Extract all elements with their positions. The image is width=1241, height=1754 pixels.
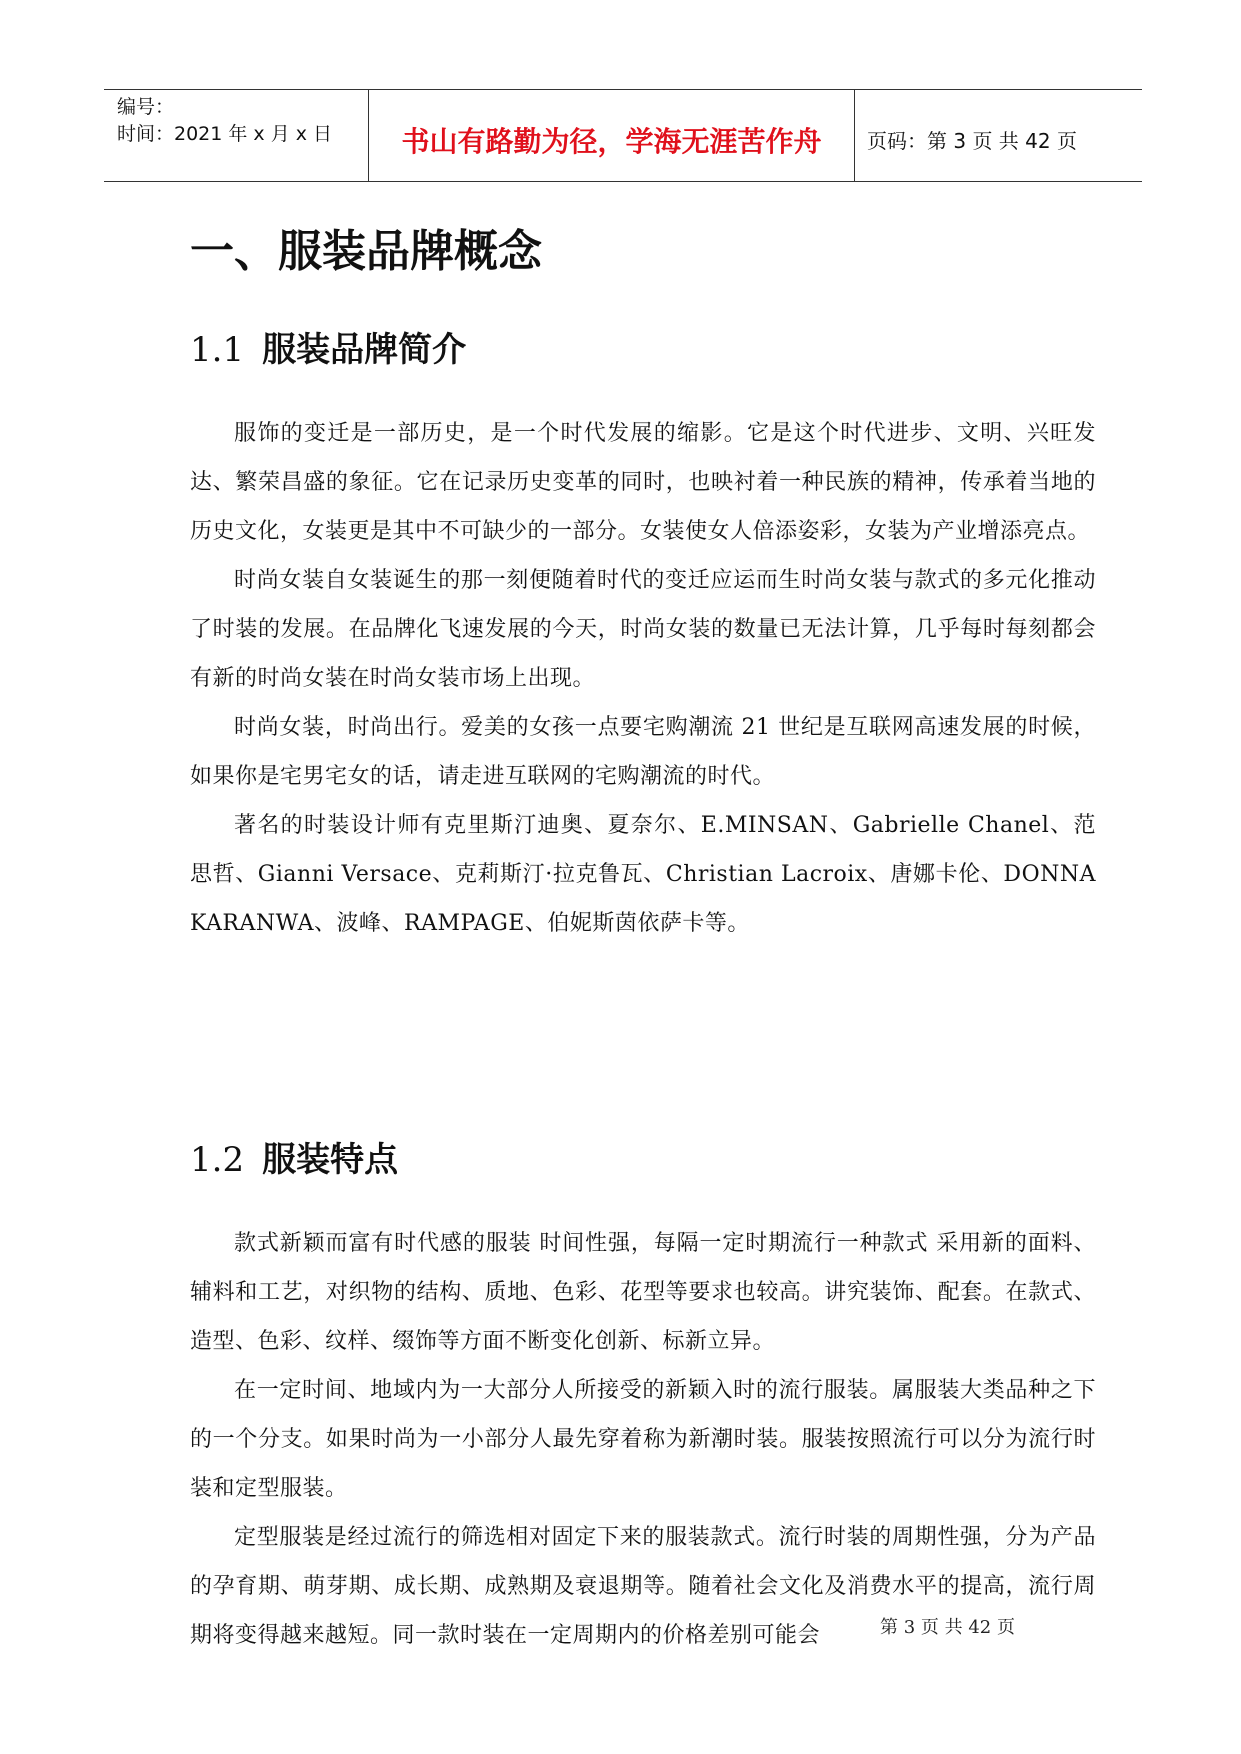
section-number: 1.2 [190,1140,245,1180]
section-title: 服装品牌简介 [262,330,467,370]
paragraph: 款式新颖而富有时代感的服装 时间性强，每隔一定时期流行一种款式 采用新的面料、辅料和工艺，对织物的结构、质地、色彩、花型等要求也较高。讲究装饰、配套。在款式、造型、色彩、纹样、缀饰等方面不断变化创新、标新立异。 [190,1231,1096,1354]
header-page-cell [855,90,1142,181]
page-footer: 第 3 页 共 42 页 [880,1617,1015,1638]
section-heading [190,322,466,371]
paragraph: 时尚女装自女装诞生的那一刻便随着时代的变迁应运而生时尚女装与款式的多元化推动了时装的发展。在品牌化飞速发展的今天，时尚女装的数量已无法计算，几乎每时每刻都会有新的时尚女装在时尚女装市场上出现。 [190,568,1096,691]
header-motto-cell [369,90,855,181]
chapter-title: 一、服装品牌概念 [190,226,542,277]
section-body [190,1219,1096,1660]
document-time-label: 时间：2021 年 x 月 x 日 [117,123,333,145]
paragraph: 定型服装是经过流行的筛选相对固定下来的服装款式。流行时装的周期性强，分为产品的孕育期、萌芽期、成长期、成熟期及衰退期等。随着社会文化及消费水平的提高，流行周期将变得越来越短。同一款时装在一定周期内的价格差别可能会 [190,1525,1096,1648]
header-page-number: 页码：第 3 页 共 42 页 [867,129,1077,153]
section-heading [190,1132,398,1181]
paragraph: 时尚女装，时尚出行。爱美的女孩一点要宅购潮流 21 世纪是互联网高速发展的时候，如果你是宅男宅女的话，请走进互联网的宅购潮流的时代。 [190,715,1096,789]
document-number-label: 编号： [117,96,175,118]
paragraph: 著名的时装设计师有克里斯汀迪奥、夏奈尔、E.MINSAN、Gabrielle Chanel、范思哲、Gianni Versace、克莉斯汀·拉克鲁瓦、Christian Lacroix、唐娜卡伦、DONNA KARANWA、波峰、RAMPAGE、伯妮斯茵依萨卡等。 [190,813,1096,936]
section-number: 1.1 [190,330,245,370]
header-meta-cell [104,90,369,181]
page-header [104,89,1142,182]
header-motto: 书山有路勤为径，学海无涯苦作舟 [401,125,822,158]
section-title: 服装特点 [262,1140,399,1180]
paragraph: 服饰的变迁是一部历史，是一个时代发展的缩影。它是这个时代进步、文明、兴旺发达、繁荣昌盛的象征。它在记录历史变革的同时，也映衬着一种民族的精神，传承着当地的历史文化，女装更是其中不可缺少的一部分。女装使女人倍添姿彩，女装为产业增添亮点。 [190,421,1096,544]
paragraph: 在一定时间、地域内为一大部分人所接受的新颖入时的流行服装。属服装大类品种之下的一个分支。如果时尚为一小部分人最先穿着称为新潮时装。服装按照流行可以分为流行时装和定型服装。 [190,1378,1096,1501]
section-body [190,409,1096,948]
